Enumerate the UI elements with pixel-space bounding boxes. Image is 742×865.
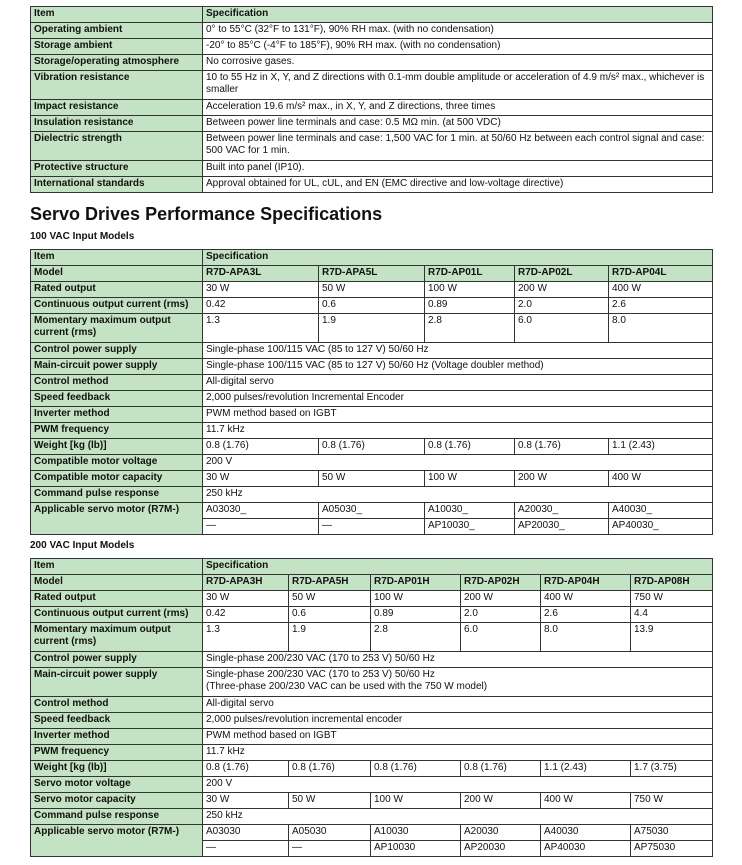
- env-label: Storage/operating atmosphere: [31, 55, 203, 71]
- cell-value: Single-phase 100/115 VAC (85 to 127 V) 50/60 Hz: [203, 343, 713, 359]
- env-value: Between power line terminals and case: 0.5 MΩ min. (at 500 VDC): [203, 116, 713, 132]
- cell-value: Single-phase 100/115 VAC (85 to 127 V) 50/60 Hz (Voltage doubler method): [203, 359, 713, 375]
- header-item: Item: [31, 250, 203, 266]
- cell-value: 8.0: [541, 623, 631, 652]
- env-label: Protective structure: [31, 161, 203, 177]
- section-title: Servo Drives Performance Specifications: [30, 204, 383, 224]
- cell-value: 400 W: [609, 471, 713, 487]
- env-value: Approval obtained for UL, cUL, and EN (EMC directive and low-voltage directive): [203, 177, 713, 193]
- row-label: Weight [kg (lb)]: [31, 761, 203, 777]
- env-value: Acceleration 19.6 m/s² max., in X, Y, and Z directions, three times: [203, 100, 713, 116]
- env-value: -20° to 85°C (-4°F to 185°F), 90% RH max. (with no condensation): [203, 39, 713, 55]
- cell-value: 2.8: [425, 314, 515, 343]
- row-label: Inverter method: [31, 407, 203, 423]
- cell-value: AP10030_: [425, 519, 515, 535]
- cell-value: AP40030_: [609, 519, 713, 535]
- cell-value: 13.9: [631, 623, 713, 652]
- env-label: Operating ambient: [31, 23, 203, 39]
- spec-table-200vac: [30, 558, 713, 857]
- cell-value: 200 W: [461, 793, 541, 809]
- row-label: Speed feedback: [31, 713, 203, 729]
- cell-value: PWM method based on IGBT: [203, 407, 713, 423]
- cell-value: 50 W: [319, 282, 425, 298]
- model-name: R7D-AP08H: [631, 575, 713, 591]
- spec-table-100vac: [30, 249, 713, 535]
- cell-value: 100 W: [371, 591, 461, 607]
- environment-spec-table: [30, 6, 713, 193]
- cell-value: 1.1 (2.43): [609, 439, 713, 455]
- cell-value: —: [319, 519, 425, 535]
- row-label: Speed feedback: [31, 391, 203, 407]
- cell-value: 0.8 (1.76): [289, 761, 371, 777]
- cell-value: 11.7 kHz: [203, 745, 713, 761]
- cell-value: 750 W: [631, 793, 713, 809]
- cell-value: 2.0: [461, 607, 541, 623]
- env-label: Insulation resistance: [31, 116, 203, 132]
- cell-value: 200 W: [461, 591, 541, 607]
- row-label: Command pulse response: [31, 487, 203, 503]
- cell-value: 0.8 (1.76): [319, 439, 425, 455]
- header-specification: Specification: [203, 559, 713, 575]
- cell-value: A75030: [631, 825, 713, 841]
- row-label: Servo motor voltage: [31, 777, 203, 793]
- cell-value: 400 W: [609, 282, 713, 298]
- cell-value: 2.0: [515, 298, 609, 314]
- env-value: Built into panel (IP10).: [203, 161, 713, 177]
- cell-value: AP40030: [541, 841, 631, 857]
- cell-value: 4.4: [631, 607, 713, 623]
- model-name: R7D-AP01L: [425, 266, 515, 282]
- model-name: R7D-APA3H: [203, 575, 289, 591]
- cell-value: 6.0: [461, 623, 541, 652]
- cell-value: 1.3: [203, 314, 319, 343]
- cell-value: 30 W: [203, 282, 319, 298]
- cell-value: A10030_: [425, 503, 515, 519]
- cell-value: A20030: [461, 825, 541, 841]
- model-name: R7D-APA3L: [203, 266, 319, 282]
- cell-value: 8.0: [609, 314, 713, 343]
- cell-value: 200 V: [203, 455, 713, 471]
- cell-value: 50 W: [289, 591, 371, 607]
- cell-value: 1.9: [319, 314, 425, 343]
- main-power-line2: (Three-phase 200/230 VAC can be used with the 750 W model): [206, 680, 488, 692]
- cell-value: AP75030: [631, 841, 713, 857]
- cell-value: 1.3: [203, 623, 289, 652]
- cell-value: —: [203, 841, 289, 857]
- cell-value: 200 W: [515, 471, 609, 487]
- cell-value: 2.8: [371, 623, 461, 652]
- env-value: No corrosive gases.: [203, 55, 713, 71]
- cell-value: 1.7 (3.75): [631, 761, 713, 777]
- cell-value: A40030: [541, 825, 631, 841]
- model-name: R7D-AP02L: [515, 266, 609, 282]
- cell-value: AP20030_: [515, 519, 609, 535]
- row-label: Control method: [31, 375, 203, 391]
- env-label: Dielectric strength: [31, 132, 203, 161]
- cell-value: 400 W: [541, 793, 631, 809]
- row-label: PWM frequency: [31, 423, 203, 439]
- row-label: Control power supply: [31, 343, 203, 359]
- env-label: International standards: [31, 177, 203, 193]
- cell-value: All-digital servo: [203, 697, 713, 713]
- row-label: Continuous output current (rms): [31, 298, 203, 314]
- row-label: Rated output: [31, 282, 203, 298]
- cell-value: 30 W: [203, 793, 289, 809]
- cell-value: 2.6: [541, 607, 631, 623]
- env-label: Vibration resistance: [31, 71, 203, 100]
- row-label: Rated output: [31, 591, 203, 607]
- header-item: Item: [31, 559, 203, 575]
- cell-value: 400 W: [541, 591, 631, 607]
- model-name: R7D-AP01H: [371, 575, 461, 591]
- cell-value: A03030: [203, 825, 289, 841]
- cell-value: 750 W: [631, 591, 713, 607]
- cell-value: A10030: [371, 825, 461, 841]
- env-label: Storage ambient: [31, 39, 203, 55]
- cell-value: 0.8 (1.76): [203, 761, 289, 777]
- cell-value: All-digital servo: [203, 375, 713, 391]
- cell-value: 0.42: [203, 607, 289, 623]
- model-name: R7D-AP04L: [609, 266, 713, 282]
- model-name: R7D-AP02H: [461, 575, 541, 591]
- env-label: Impact resistance: [31, 100, 203, 116]
- row-label: Weight [kg (lb)]: [31, 439, 203, 455]
- header-specification: Specification: [203, 7, 713, 23]
- model-name: R7D-APA5L: [319, 266, 425, 282]
- row-label: PWM frequency: [31, 745, 203, 761]
- row-label: Momentary maximum output current (rms): [31, 623, 203, 652]
- cell-value: A40030_: [609, 503, 713, 519]
- cell-value: PWM method based on IGBT: [203, 729, 713, 745]
- row-label: Main-circuit power supply: [31, 668, 203, 697]
- row-label: Control method: [31, 697, 203, 713]
- cell-value: 0.8 (1.76): [461, 761, 541, 777]
- cell-value: A03030_: [203, 503, 319, 519]
- cell-value: Single-phase 200/230 VAC (170 to 253 V) 50/60 Hz: [203, 652, 713, 668]
- header-specification: Specification: [203, 250, 713, 266]
- model-name: R7D-APA5H: [289, 575, 371, 591]
- cell-value: 100 W: [425, 471, 515, 487]
- cell-value: 0.8 (1.76): [371, 761, 461, 777]
- row-label: Main-circuit power supply: [31, 359, 203, 375]
- cell-value: A05030_: [319, 503, 425, 519]
- main-power-line1: Single-phase 200/230 VAC (170 to 253 V) 50/60 Hz: [206, 669, 435, 680]
- cell-value: 0.8 (1.76): [515, 439, 609, 455]
- cell-value: 0.6: [319, 298, 425, 314]
- row-label: Servo motor capacity: [31, 793, 203, 809]
- cell-value: —: [203, 519, 319, 535]
- row-label: Compatible motor capacity: [31, 471, 203, 487]
- cell-value: 250 kHz: [203, 487, 713, 503]
- cell-value: 100 W: [425, 282, 515, 298]
- cell-value: 0.6: [289, 607, 371, 623]
- row-label: Inverter method: [31, 729, 203, 745]
- cell-value: 0.8 (1.76): [425, 439, 515, 455]
- cell-value: 6.0: [515, 314, 609, 343]
- subtitle-100vac: 100 VAC Input Models: [30, 231, 135, 242]
- cell-value: A05030: [289, 825, 371, 841]
- cell-value: 30 W: [203, 471, 319, 487]
- env-value: Between power line terminals and case: 1,500 VAC for 1 min. at 50/60 Hz between each control signal and case: 500 VAC for 1 min.: [203, 132, 713, 161]
- row-label-model: Model: [31, 266, 203, 282]
- cell-value: 2,000 pulses/revolution Incremental Encoder: [203, 391, 713, 407]
- cell-value: 1.1 (2.43): [541, 761, 631, 777]
- cell-value: 200 V: [203, 777, 713, 793]
- cell-value: 2.6: [609, 298, 713, 314]
- cell-value: 2,000 pulses/revolution incremental encoder: [203, 713, 713, 729]
- model-name: R7D-AP04H: [541, 575, 631, 591]
- cell-value: 1.9: [289, 623, 371, 652]
- row-label: Momentary maximum output current (rms): [31, 314, 203, 343]
- row-label-model: Model: [31, 575, 203, 591]
- cell-value: 0.42: [203, 298, 319, 314]
- env-value: 0° to 55°C (32°F to 131°F), 90% RH max. (with no condensation): [203, 23, 713, 39]
- cell-value: 0.8 (1.76): [203, 439, 319, 455]
- cell-value: [203, 668, 713, 697]
- cell-value: 11.7 kHz: [203, 423, 713, 439]
- cell-value: 100 W: [371, 793, 461, 809]
- cell-value: 0.89: [425, 298, 515, 314]
- cell-value: 0.89: [371, 607, 461, 623]
- row-label: Continuous output current (rms): [31, 607, 203, 623]
- row-label: Applicable servo motor (R7M-): [31, 503, 203, 535]
- cell-value: 200 W: [515, 282, 609, 298]
- row-label: Control power supply: [31, 652, 203, 668]
- cell-value: AP20030: [461, 841, 541, 857]
- row-label: Applicable servo motor (R7M-): [31, 825, 203, 857]
- cell-value: —: [289, 841, 371, 857]
- env-value: 10 to 55 Hz in X, Y, and Z directions with 0.1-mm double amplitude or acceleration of 4.9 m/s² max., whichever is smaller: [203, 71, 713, 100]
- subtitle-200vac: 200 VAC Input Models: [30, 540, 135, 551]
- cell-value: 250 kHz: [203, 809, 713, 825]
- cell-value: AP10030: [371, 841, 461, 857]
- row-label: Compatible motor voltage: [31, 455, 203, 471]
- cell-value: 50 W: [289, 793, 371, 809]
- cell-value: A20030_: [515, 503, 609, 519]
- cell-value: 50 W: [319, 471, 425, 487]
- header-item: Item: [31, 7, 203, 23]
- cell-value: 30 W: [203, 591, 289, 607]
- row-label: Command pulse response: [31, 809, 203, 825]
